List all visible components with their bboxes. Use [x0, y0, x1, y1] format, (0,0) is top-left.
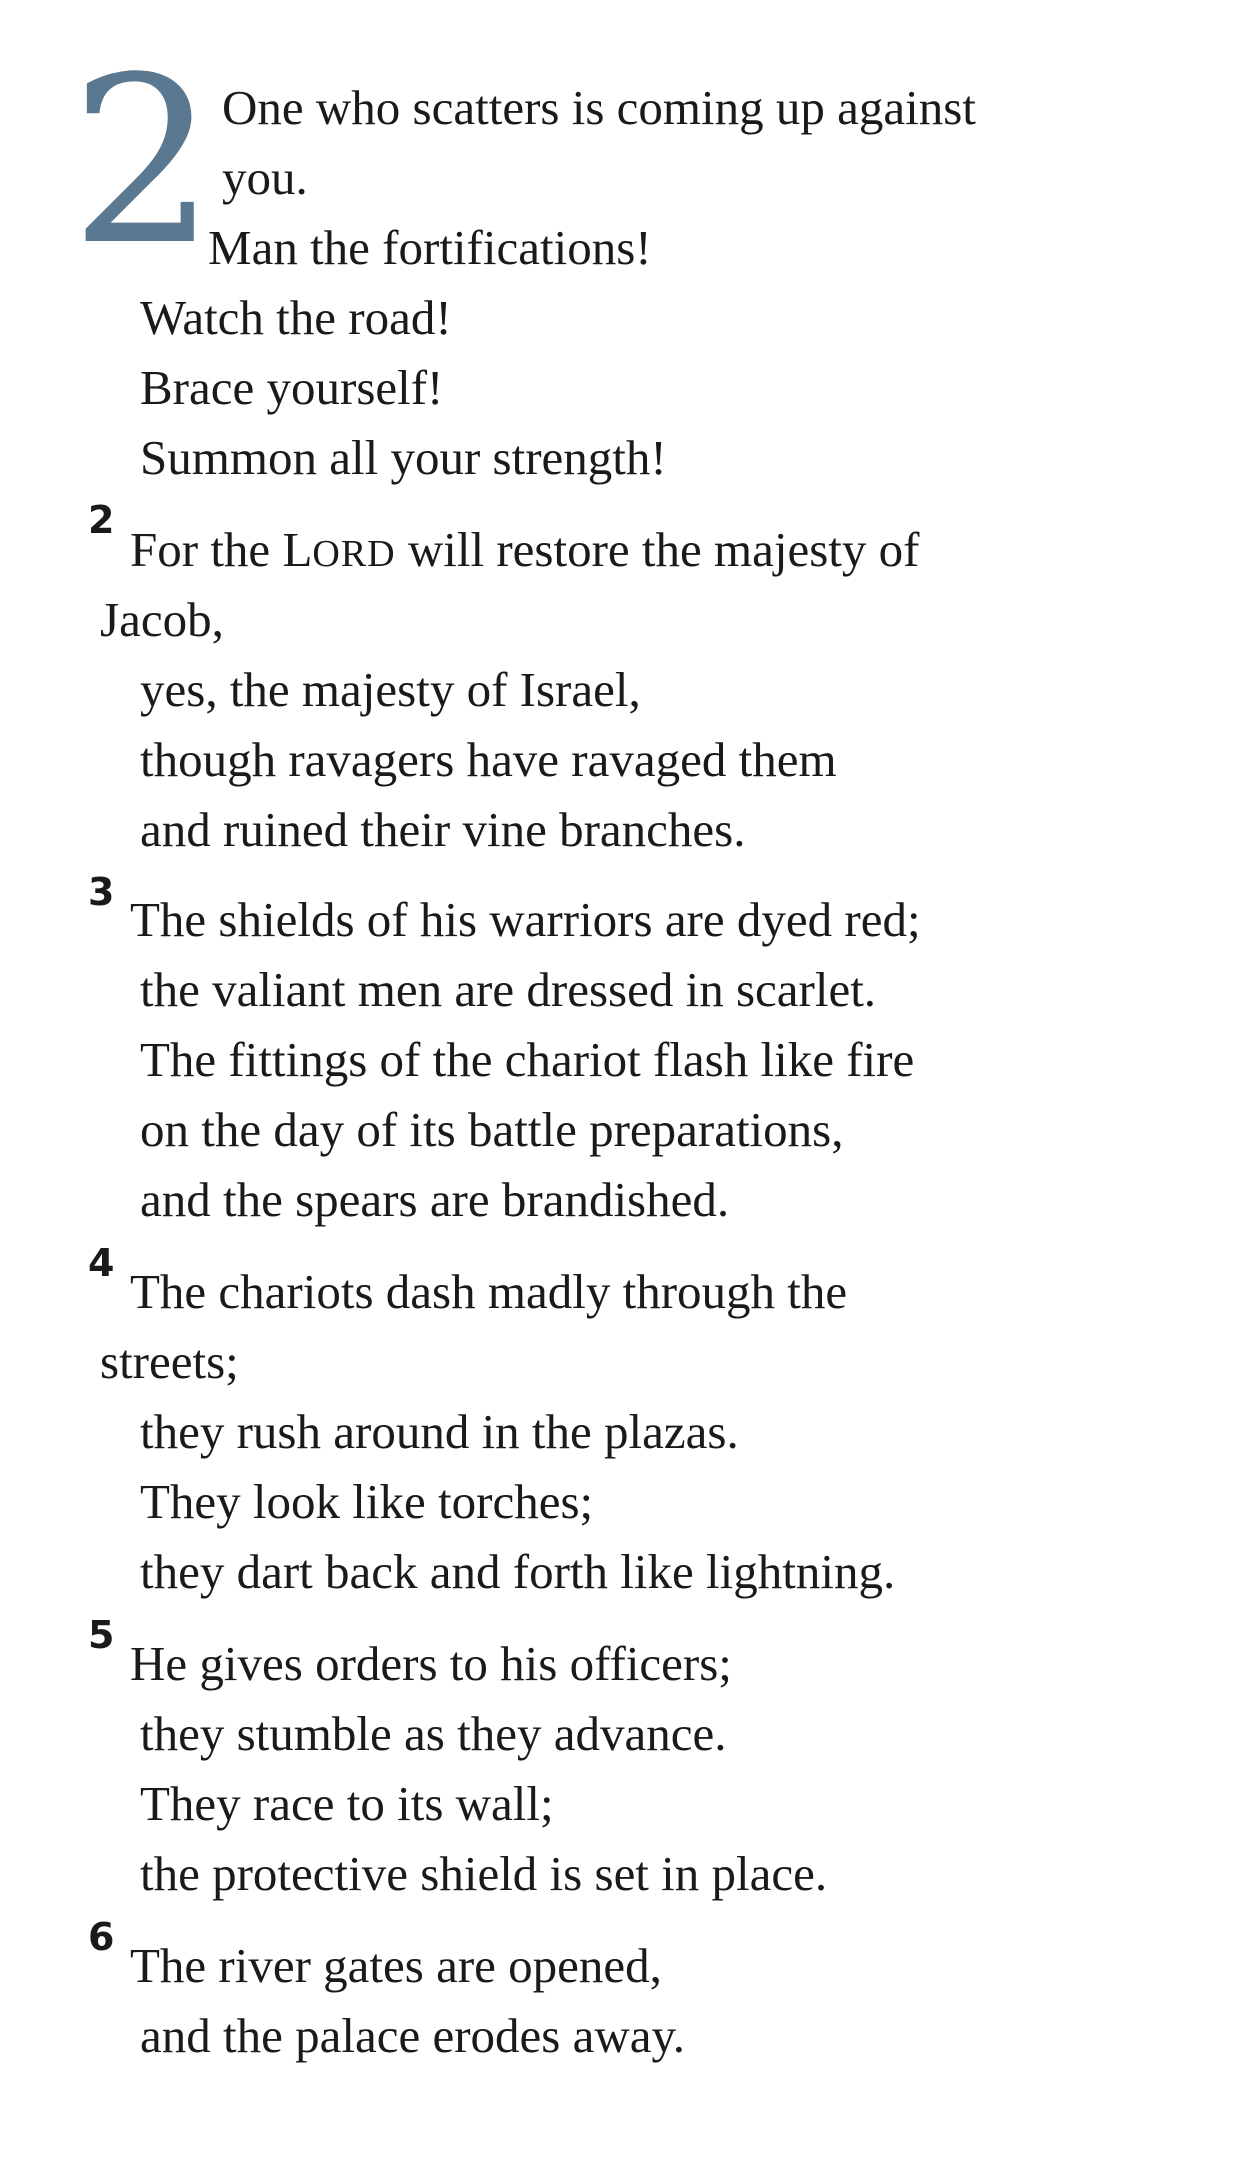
verse-1-line-3: Man the fortifications!	[208, 220, 652, 275]
verse-3-line-2: the valiant men are dressed in scarlet.	[140, 962, 877, 1017]
verse-2-text-after: will restore the majesty of	[395, 522, 920, 577]
verse-1-line-6: Summon all your strength!	[140, 430, 667, 485]
verse-2-line-2: Jacob,	[100, 592, 224, 647]
verse-5-line-2: they stumble as they advance.	[140, 1706, 727, 1761]
verse-6-line-2: and the palace erodes away.	[140, 2008, 686, 2063]
verse-4-line-5: they dart back and forth like lightning.	[140, 1544, 896, 1599]
verse-number: 2	[88, 498, 115, 542]
lord-small-caps: ORD	[312, 533, 396, 575]
verse-3-line-4: on the day of its battle preparations,	[140, 1102, 844, 1157]
verse-2-line-1	[130, 520, 920, 584]
verse-1-line-4: Watch the road!	[140, 290, 452, 345]
verse-5-line-3: They race to its wall;	[140, 1776, 554, 1831]
verse-5-line-4: the protective shield is set in place.	[140, 1846, 828, 1901]
chapter-number: 2	[70, 29, 213, 296]
verse-2-line-4: though ravagers have ravaged them	[140, 732, 837, 787]
verse-4-line-4: They look like torches;	[140, 1474, 594, 1529]
verse-4-line-2: streets;	[100, 1334, 239, 1389]
verse-4-line-1: The chariots dash madly through the	[130, 1264, 848, 1319]
verse-3-line-5: and the spears are brandished.	[140, 1172, 730, 1227]
verse-number: 4	[88, 1241, 115, 1285]
verse-1-line-5: Brace yourself!	[140, 360, 444, 415]
verse-3-line-3: The fittings of the chariot flash like fire	[140, 1032, 915, 1087]
verse-5-line-1: He gives orders to his officers;	[130, 1636, 732, 1691]
verse-3-line-1: The shields of his warriors are dyed red;	[130, 892, 921, 947]
verse-2-line-3: yes, the majesty of Israel,	[140, 662, 641, 717]
verse-6-line-1: The river gates are opened,	[130, 1938, 662, 1993]
lord-first-letter: L	[282, 522, 313, 577]
verse-number: 5	[88, 1613, 115, 1657]
verse-number: 6	[88, 1915, 115, 1959]
verse-number: 3	[88, 870, 115, 914]
verse-1-line-2: you.	[222, 150, 308, 205]
verse-1-line-1: One who scatters is coming up against	[222, 80, 976, 135]
verse-4-line-3: they rush around in the plazas.	[140, 1404, 739, 1459]
verse-2-line-5: and ruined their vine branches.	[140, 802, 746, 857]
verse-2-text-before: For the	[130, 522, 283, 577]
